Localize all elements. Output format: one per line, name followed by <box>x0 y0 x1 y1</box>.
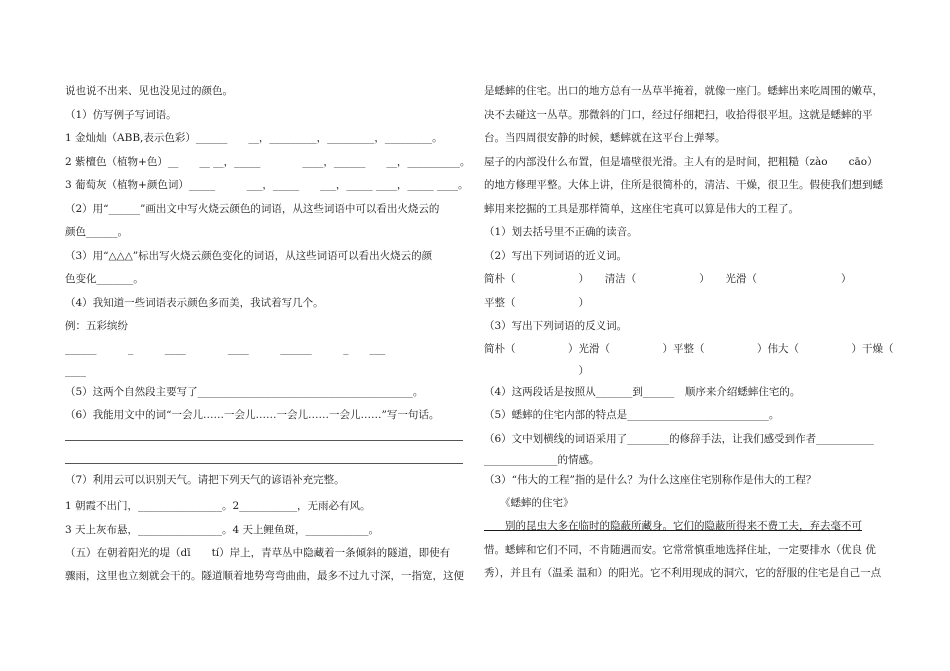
passage-5-line-2: 骤雨，这里也立刻就会干的。隧道顺着地势弯弯曲曲，最多不过九寸深，一指宽，这便 <box>65 570 464 582</box>
question-r6-line-1: （6）文中划横线的词语采用了________的修辞手法，让我们感受到作者___________ <box>484 433 874 445</box>
passage-title: 《蟋蟀的住宅》 <box>500 497 574 509</box>
question-6: （6）我能用文中的词“一会儿……一会儿……一会儿……一会儿……”写一句话。 <box>65 409 440 421</box>
question-r7: （3）“伟大的工程”指的是什么？为什么这座住宅别称作是伟大的工程？ <box>484 474 817 486</box>
question-7-heading: （7）利用云可以识别天气。请把下列天气的谚语补充完整。 <box>65 474 345 486</box>
question-7-item-1-2: 1 朝霞不出门，________________。2___________，无雨必有风。 <box>65 500 371 512</box>
question-r2-heading: （2）写出下列词语的近义词。 <box>484 250 628 262</box>
question-1-heading: （1）仿写例子写词语。 <box>65 109 177 121</box>
question-7-item-3-4: 3 天上灰布悬，________________。4 天上鲤鱼斑，____________。 <box>65 524 380 536</box>
passage-line-6: 蟀用来挖掘的工具是那样简单，这座住宅真可以算是伟大的工程了。 <box>484 203 799 215</box>
passage-line-4: 屋子的内部没什么布置，但是墙壁很光滑。主人有的是时间，把粗糙（zào cāo） <box>484 156 878 168</box>
question-1-item-1: 1 金灿灿（ABB,表示色彩）______ __，_________，_________，_________。 <box>65 132 443 144</box>
question-r4: （4）这两段话是按照从_______到______ 顺序来介绍蟋蟀住宅的。 <box>484 386 801 398</box>
passage-2-line-1: 别的昆虫大多在临时的隐蔽所藏身。它们的隐蔽所得来不费工夫，弃去毫不可 <box>484 520 862 532</box>
question-r2-blanks: 简朴（ ） 清洁（ ） 光滑（ ） <box>484 273 852 285</box>
question-4-example: 例：五彩缤纷 <box>65 320 128 332</box>
question-r2-blanks-cont: 平整（ ） <box>484 297 589 309</box>
right-column <box>484 0 894 671</box>
question-r3-blanks-cont: ） <box>484 365 589 377</box>
left-column <box>65 0 471 671</box>
question-2-line-1: （2）用“______”画出文中写火烧云颜色的词语，从这些词语中可以看出火烧云的 <box>65 203 440 215</box>
question-1-item-3: 3 葡萄灰（植物+颜色词）_____ ___，_____ ___，_____ ____，_____ ____。 <box>65 179 469 191</box>
question-4-heading: （4）我知道一些词语表示颜色多而美，我试着写几个。 <box>65 297 324 309</box>
text-line: 说也说不出来、见也没见过的颜色。 <box>65 85 233 97</box>
question-5: （5）这两个自然段主要写了_________________________________________。 <box>65 386 424 398</box>
passage-2-line-2: 惜。蟋蟀和它们不同，不肯随遇而安。它常常慎重地选择住址，一定要排水（优良 优 <box>484 544 876 556</box>
question-r5: （5）蟋蟀的住宅内部的特点是___________________________。 <box>484 409 780 421</box>
passage-5-line-1: （五）在朝着阳光的堤（dī tí）岸上，青草丛中隐藏着一条倾斜的隧道，即使有 <box>65 547 451 559</box>
answer-line-1 <box>65 440 463 441</box>
passage-line-1: 是蟋蟀的住宅。出口的地方总有一丛草半掩着，就像一座门。蟋蟀出来吃周围的嫩草， <box>484 85 883 97</box>
question-r6-line-2: ______________的情感。 <box>484 454 600 466</box>
question-r1: （1）划去括号里不正确的读音。 <box>484 226 638 238</box>
answer-line-2 <box>65 463 463 464</box>
question-r3-heading: （3）写出下列词语的反义词。 <box>484 320 628 332</box>
question-4-blanks: ______ _ ____ ____ ______ _ ___ <box>65 343 386 355</box>
question-2-line-2: 颜色______。 <box>65 226 128 238</box>
question-1-item-2: 2 紫檀色（植物+色）__ __ __，_____ ____，______ __，__________。 <box>65 156 471 168</box>
passage-2-line-3: 秀），并且有（温柔 温和）的阳光。它不利用现成的洞穴，它的舒服的住宅是自己一点 <box>484 567 882 579</box>
passage-line-2: 决不去碰这一丛草。那微斜的门口，经过仔细耙扫，收拾得很平坦。这就是蟋蟀的平 <box>484 109 873 121</box>
question-3-line-2: 色变化_______。 <box>65 273 144 285</box>
question-3-line-1: （3）用“△△△”标出写火烧云颜色变化的词语，从这些词语可以看出火烧云的颜 <box>65 250 433 262</box>
passage-line-3: 台。当四周很安静的时候，蟋蟀就在这平台上弹琴。 <box>484 132 726 144</box>
question-r3-blanks: 简朴（ ）光滑（ ）平整（ ）伟大（ ）干燥（ <box>484 343 894 355</box>
question-4-blanks-cont: ____ <box>65 365 86 377</box>
passage-line-5: 的地方修理平整。大体上讲，住所是很简朴的，清洁、干燥，很卫生。假使我们想到蟋 <box>484 179 883 191</box>
